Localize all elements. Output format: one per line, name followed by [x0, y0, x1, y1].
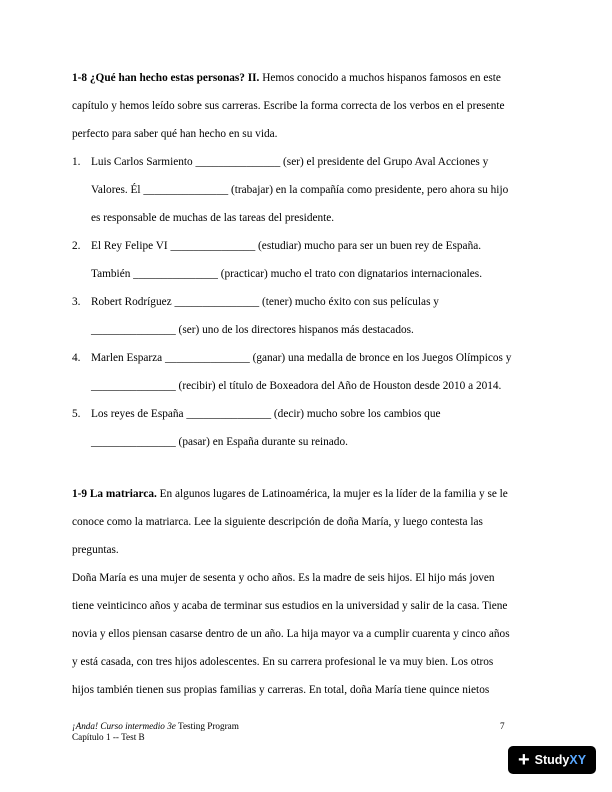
section-heading: 1-8 ¿Qué han hecho estas personas? II.: [72, 72, 260, 84]
section-1-8-intro: [72, 64, 544, 148]
intro-line-2: conoce como la matriarca. Lee la siguiente descripción de doña María, y luego contesta las: [72, 516, 483, 528]
footer-title-line: [72, 721, 239, 732]
intro-line-1: 1-9 La matriarca. En algunos lugares de Latinoamérica, la mujer es la líder de la familia y se le: [72, 488, 508, 500]
body-line: Doña María es una mujer de sesenta y ocho años. Es la madre de seis hijos. El hijo más joven: [72, 572, 495, 584]
item-line: Los reyes de España _______________ (decir) mucho sobre los cambios que: [91, 408, 441, 420]
body-line: tiene veinticinco años y acaba de terminar sus estudios en la universidad y salir de la casa. Tiene: [72, 600, 508, 612]
brand-name-part1: Study: [534, 753, 570, 767]
body-line: y está casada, con tres hijos adolescentes. En su carrera profesional le va muy bien. Los otros: [72, 656, 494, 668]
intro-line-3: perfecto para saber qué han hecho en su vida.: [72, 128, 278, 140]
item-line: Valores. Él _______________ (trabajar) en la compañía como presidente, pero ahora su hijo: [91, 184, 509, 196]
body-line: novia y ellos piensan casarse dentro de un año. La hija mayor va a cumplir cuarenta y cinco años: [72, 628, 510, 640]
item-line: _______________ (ser) uno de los directores hispanos más destacados.: [91, 324, 414, 336]
exercise-item: [72, 288, 544, 344]
item-line: _______________ (recibir) el título de Boxeadora del Año de Houston desde 2010 a 2014.: [91, 380, 502, 392]
chapter-label: Capítulo 1 -- Test B: [72, 732, 145, 742]
item-number: 2.: [72, 240, 81, 252]
page-number: 7: [500, 721, 505, 731]
item-line: El Rey Felipe VI _______________ (estudiar) mucho para ser un buen rey de España.: [91, 240, 482, 252]
item-number: 3.: [72, 296, 81, 308]
studyxy-badge[interactable]: [508, 746, 596, 774]
exercise-item: [72, 400, 544, 456]
exercise-item: [72, 344, 544, 400]
footer-source: [72, 721, 239, 743]
item-line: También _______________ (practicar) mucho el trato con dignatarios internacionales.: [91, 268, 483, 280]
book-title: ¡Anda! Curso intermedio 3e: [72, 721, 176, 731]
item-number: 4.: [72, 352, 81, 364]
body-line: hijos también tienen sus propias familias y carreras. En total, doña María tiene quince nietos: [72, 684, 490, 696]
plus-icon: +: [517, 749, 530, 771]
item-line: Robert Rodríguez _______________ (tener) mucho éxito con sus películas y: [91, 296, 439, 308]
exercise-item: [72, 232, 544, 288]
exercise-item: [72, 148, 544, 232]
item-line: es responsable de muchas de las tareas del presidente.: [91, 212, 335, 224]
item-line: Marlen Esparza _______________ (ganar) una medalla de bronce en los Juegos Olímpicos y: [91, 352, 512, 364]
intro-line-2: capítulo y hemos leído sobre sus carreras. Escribe la forma correcta de los verbos en el presente: [72, 100, 505, 112]
program-label: Testing Program: [175, 721, 239, 731]
item-number: 5.: [72, 408, 81, 420]
section-1-9: [72, 480, 544, 704]
item-number: 1.: [72, 156, 81, 168]
intro-line-3: preguntas.: [72, 544, 119, 556]
section-heading: 1-9 La matriarca.: [72, 488, 157, 500]
brand-name-part2: XY: [569, 753, 587, 767]
intro-line-1: 1-8 ¿Qué han hecho estas personas? II. Hemos conocido a muchos hispanos famosos en este: [72, 72, 501, 84]
exercise-list: [72, 148, 544, 456]
item-line: Luis Carlos Sarmiento _______________ (ser) el presidente del Grupo Aval Acciones y: [91, 156, 489, 168]
item-line: _______________ (pasar) en España durante su reinado.: [91, 436, 348, 448]
